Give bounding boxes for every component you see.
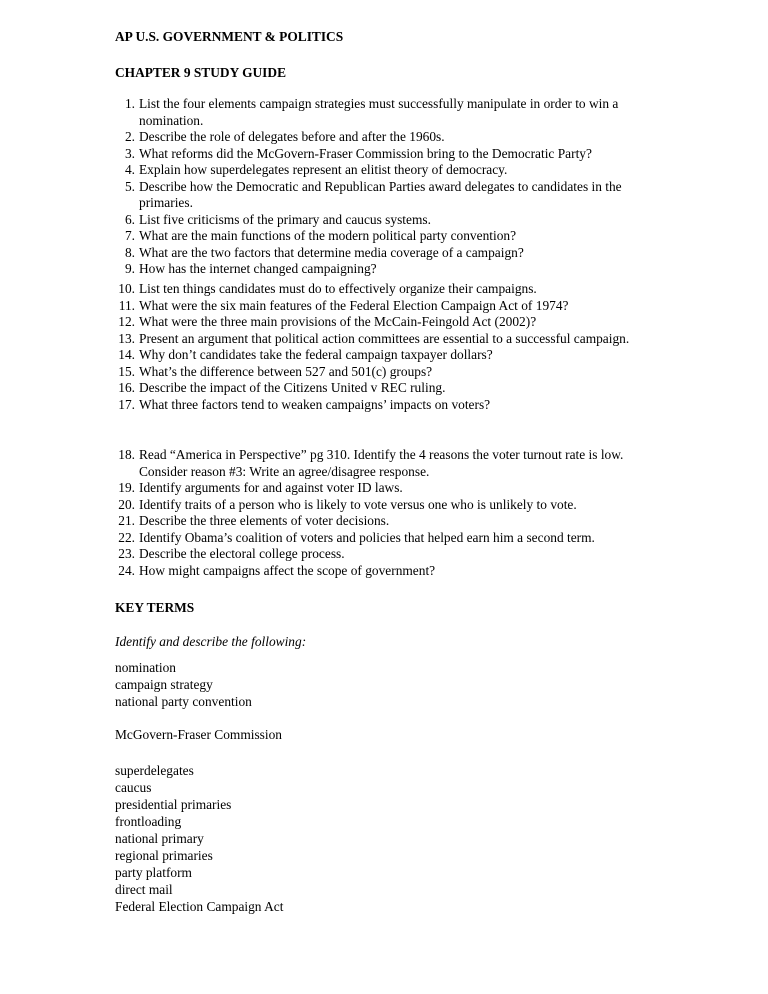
key-term: caucus — [115, 780, 152, 795]
question-text: Describe the role of delegates before and after the 1960s. — [139, 129, 445, 144]
key-terms-instruction: Identify and describe the following: — [115, 634, 307, 649]
key-term: national party convention — [115, 694, 252, 709]
key-term: party platform — [115, 865, 192, 880]
question-text: What three factors tend to weaken campaigns’ impacts on voters? — [139, 396, 491, 412]
question-item — [115, 546, 675, 563]
question-text: What are the two factors that determine media coverage of a campaign? — [139, 244, 524, 260]
terms-list-1 — [115, 659, 252, 710]
question-text: What reforms did the McGovern-Fraser Commission bring to the Democratic Party? — [139, 145, 592, 161]
question-item — [115, 162, 675, 179]
question-number: 14. — [118, 347, 135, 362]
question-number: 1. — [124, 96, 135, 111]
question-item — [115, 129, 675, 146]
question-number: 15. — [118, 363, 135, 379]
question-number: 16. — [118, 380, 135, 395]
question-number: 19. — [118, 480, 135, 495]
question-number: 21. — [118, 513, 135, 528]
question-text: Read “America in Perspective” pg 310. Identify the 4 reasons the voter turnout rate is low. Consider reason #3: Write an agree/disagree response. — [139, 447, 624, 479]
terms-list-2 — [115, 726, 282, 743]
question-item — [115, 212, 675, 229]
question-number: 20. — [118, 496, 135, 512]
key-term: presidential primaries — [115, 797, 232, 812]
question-number: 9. — [124, 261, 135, 276]
question-text: How might campaigns affect the scope of government? — [139, 562, 436, 578]
question-number: 18. — [118, 447, 135, 462]
key-term: superdelegates — [115, 763, 194, 778]
key-term: McGovern-Fraser Commission — [115, 727, 282, 742]
question-number: 3. — [124, 145, 135, 161]
question-text: Describe the electoral college process. — [139, 546, 345, 561]
question-item — [115, 447, 675, 480]
question-item — [115, 298, 675, 315]
question-text: Describe how the Democratic and Republican Parties award delegates to candidates in the primaries. — [139, 178, 622, 210]
study-guide-heading: CHAPTER 9 STUDY GUIDE — [115, 65, 286, 80]
question-number: 22. — [118, 529, 135, 545]
question-item — [115, 281, 675, 298]
question-item — [115, 261, 675, 278]
question-item — [115, 480, 675, 497]
question-text: Explain how superdelegates represent an elitist theory of democracy. — [139, 162, 508, 177]
question-text: Identify Obama’s coalition of voters and policies that helped earn him a second term. — [139, 529, 595, 545]
question-number: 8. — [124, 244, 135, 260]
question-text: Describe the impact of the Citizens United v REC ruling. — [139, 380, 446, 395]
question-text: What were the three main provisions of the McCain-Feingold Act (2002)? — [139, 314, 537, 329]
question-item — [115, 96, 675, 129]
key-term: nomination — [115, 660, 176, 675]
question-text: What were the six main features of the Federal Election Campaign Act of 1974? — [139, 297, 569, 313]
question-text: Describe the three elements of voter decisions. — [139, 513, 390, 528]
question-item — [115, 245, 675, 262]
question-text: What’s the difference between 527 and 501(c) groups? — [139, 363, 433, 379]
question-list-3 — [115, 447, 675, 579]
key-term: national primary — [115, 831, 204, 846]
question-number: 13. — [118, 330, 135, 346]
question-item — [115, 179, 675, 212]
key-terms-heading: KEY TERMS — [115, 600, 195, 615]
question-number: 7. — [124, 228, 135, 243]
question-item — [115, 530, 675, 547]
question-number: 2. — [124, 129, 135, 144]
question-text: What are the main functions of the modern political party convention? — [139, 228, 517, 243]
key-term: Federal Election Campaign Act — [115, 899, 284, 914]
document-title: AP U.S. GOVERNMENT & POLITICS — [115, 29, 344, 44]
question-item — [115, 364, 675, 381]
terms-list-3 — [115, 762, 283, 915]
question-text: List five criticisms of the primary and caucus systems. — [139, 211, 431, 227]
question-text: Present an argument that political action committees are essential to a successful campaign. — [139, 330, 630, 346]
question-number: 10. — [118, 281, 135, 296]
question-number: 5. — [124, 178, 135, 194]
question-text: Identify arguments for and against voter ID laws. — [139, 480, 403, 495]
question-number: 17. — [118, 396, 135, 412]
question-item — [115, 146, 675, 163]
question-item — [115, 380, 675, 397]
key-term: regional primaries — [115, 848, 213, 863]
question-text: Identify traits of a person who is likely to vote versus one who is unlikely to vote. — [139, 496, 577, 512]
question-text: Why don’t candidates take the federal campaign taxpayer dollars? — [139, 347, 493, 362]
key-term: direct mail — [115, 882, 173, 897]
question-item — [115, 314, 675, 331]
question-number: 24. — [118, 562, 135, 578]
question-list-1 — [115, 96, 675, 278]
question-item — [115, 563, 675, 580]
question-item — [115, 397, 675, 414]
question-number: 4. — [124, 162, 135, 177]
question-item — [115, 497, 675, 514]
question-number: 11. — [118, 297, 135, 313]
question-list-2 — [115, 281, 675, 413]
question-text: List ten things candidates must do to effectively organize their campaigns. — [139, 281, 537, 296]
question-number: 23. — [118, 546, 135, 561]
question-item — [115, 331, 675, 348]
question-number: 6. — [124, 211, 135, 227]
question-item — [115, 347, 675, 364]
question-number: 12. — [118, 314, 135, 329]
key-term: campaign strategy — [115, 677, 213, 692]
question-item — [115, 513, 675, 530]
question-text: List the four elements campaign strategies must successfully manipulate in order to win a nomination. — [139, 96, 619, 128]
question-item — [115, 228, 675, 245]
question-text: How has the internet changed campaigning? — [139, 261, 377, 276]
key-term: frontloading — [115, 814, 182, 829]
